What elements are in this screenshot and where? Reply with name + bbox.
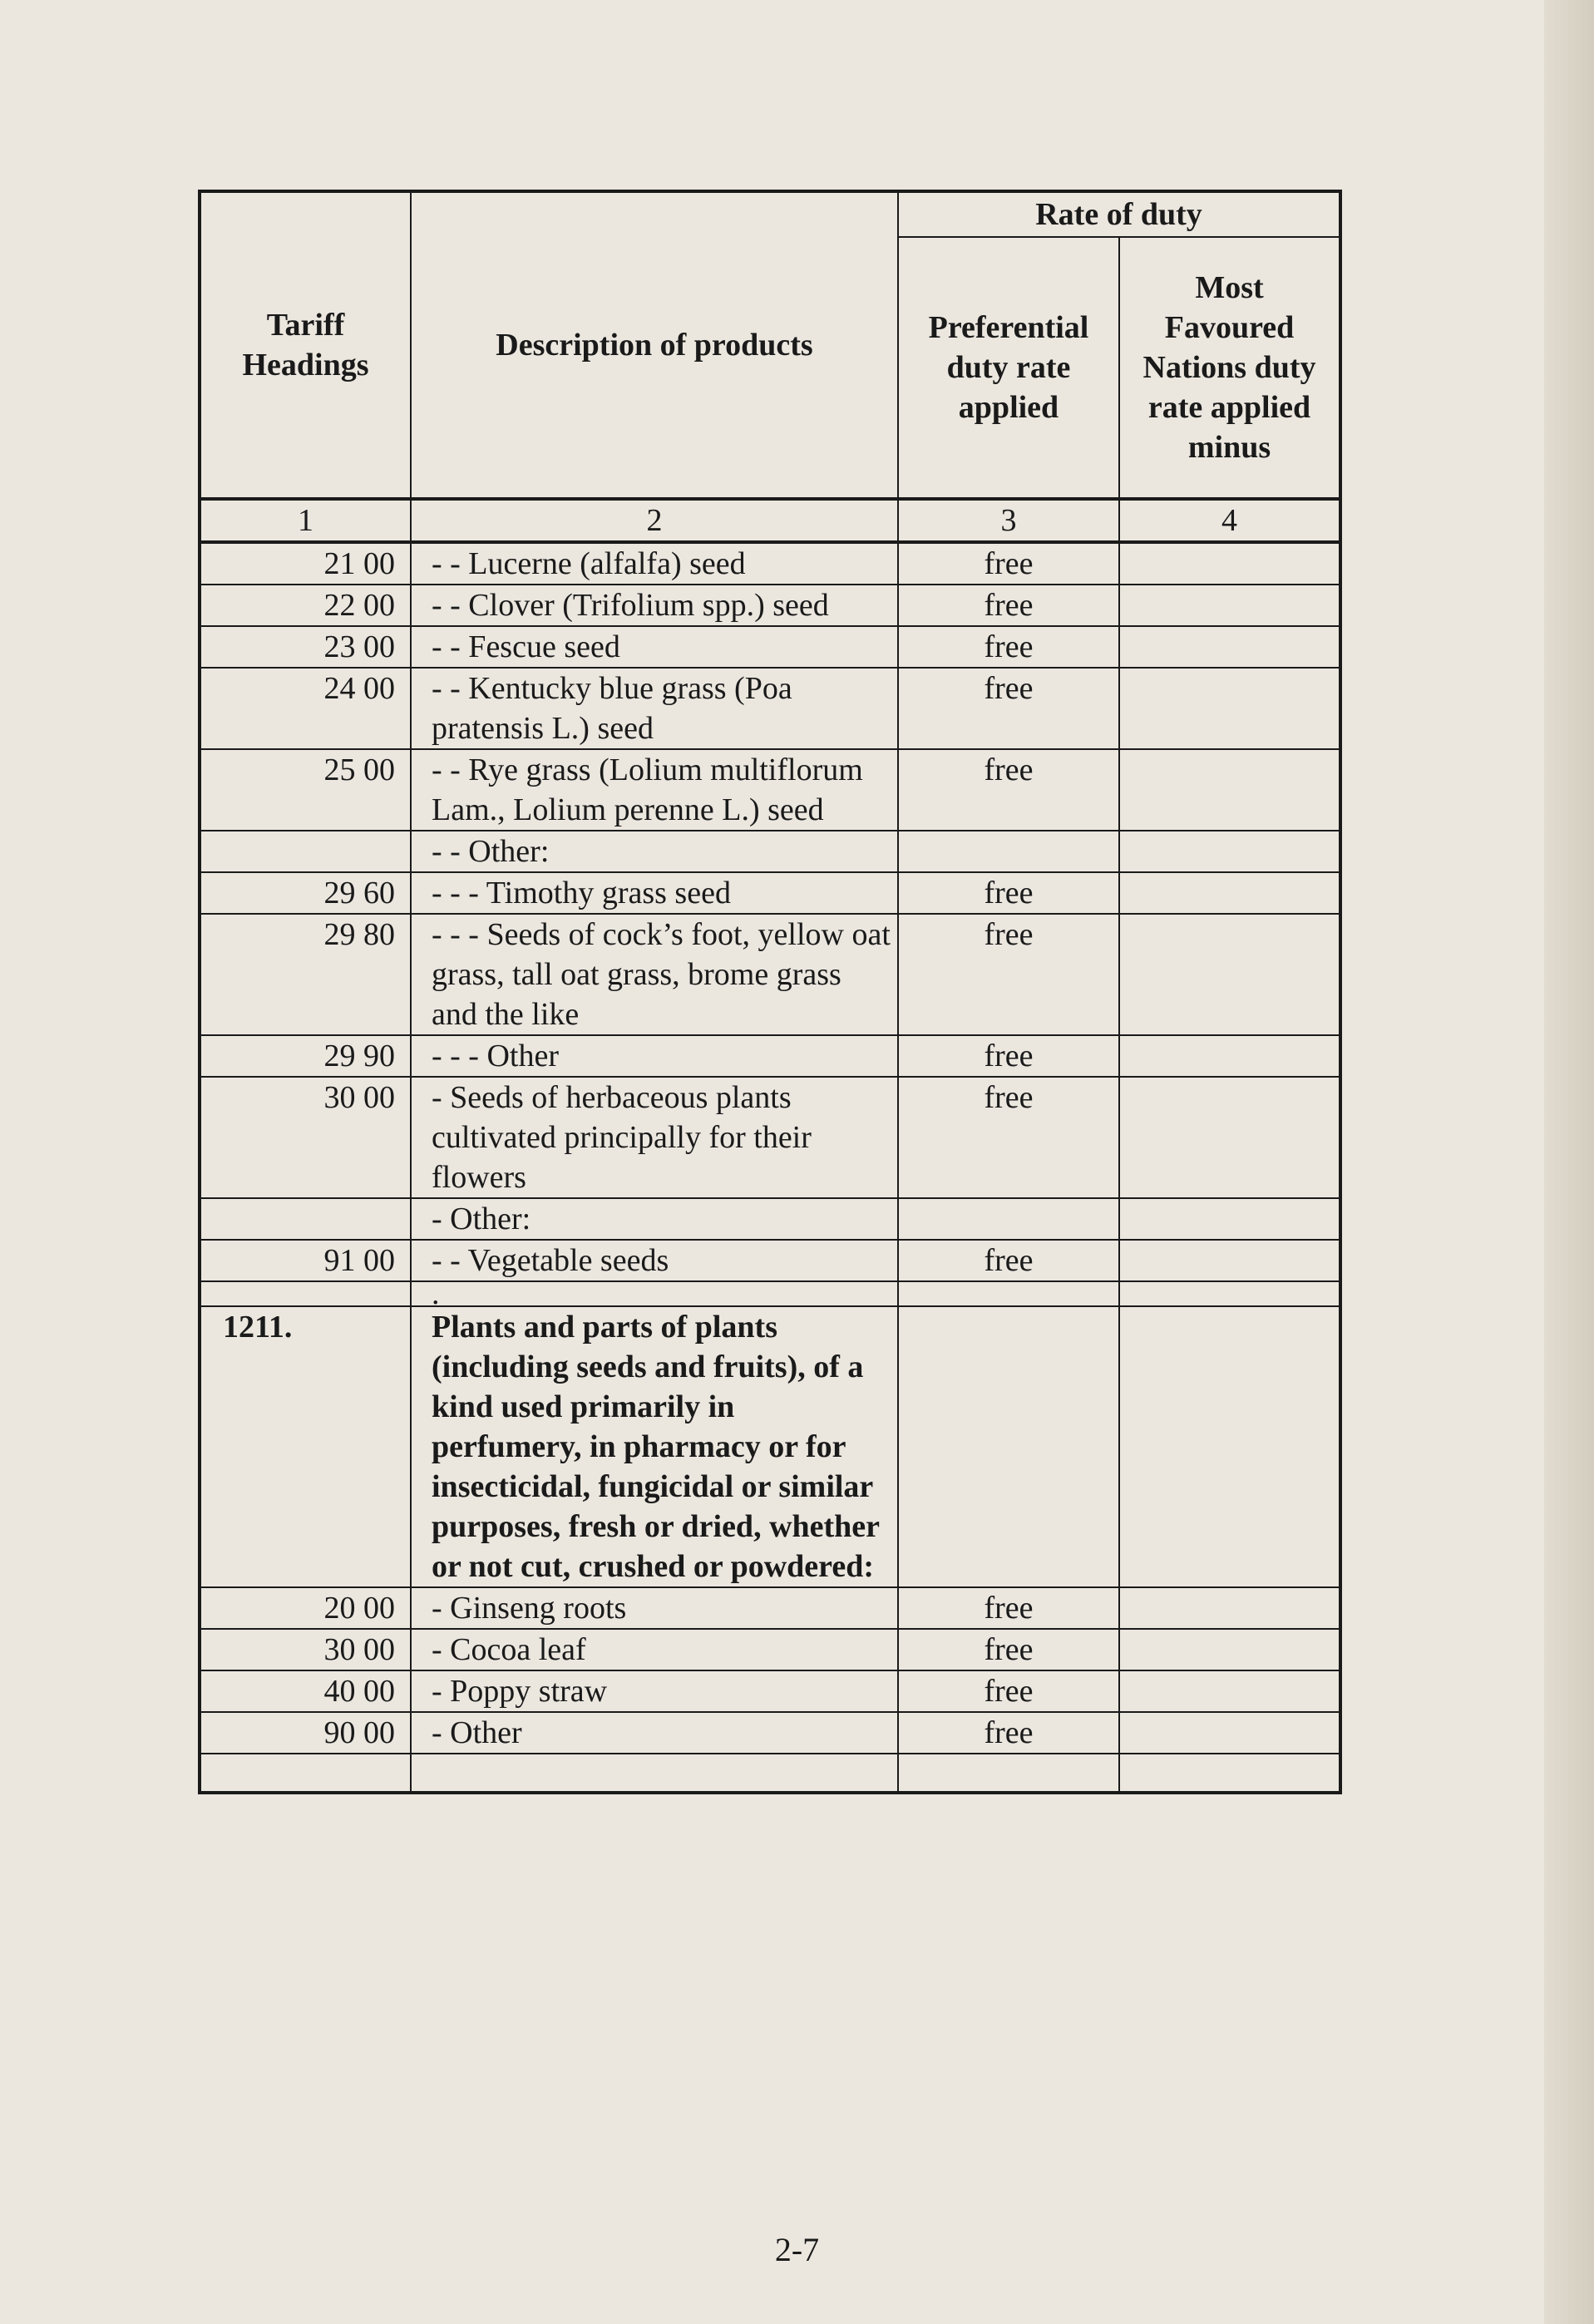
tariff-code: 24 00 <box>200 668 411 749</box>
mfn-rate <box>1119 1306 1340 1587</box>
product-description: - Cocoa leaf <box>411 1629 898 1670</box>
mfn-rate <box>1119 1281 1340 1306</box>
header-rate-of-duty: Rate of duty <box>898 191 1340 237</box>
mfn-rate <box>1119 1240 1340 1281</box>
product-description: - - Fescue seed <box>411 626 898 668</box>
mfn-rate <box>1119 542 1340 585</box>
tariff-code: 40 00 <box>200 1670 411 1712</box>
column-number-row <box>200 499 1340 542</box>
preferential-rate <box>898 831 1119 872</box>
preferential-rate <box>898 1281 1119 1306</box>
tariff-code: 25 00 <box>200 749 411 831</box>
table-row <box>200 1198 1340 1240</box>
mfn-rate <box>1119 585 1340 626</box>
empty-cell <box>898 1754 1119 1793</box>
preferential-rate: free <box>898 668 1119 749</box>
mfn-rate <box>1119 1629 1340 1670</box>
table-row <box>200 542 1340 585</box>
mfn-rate <box>1119 831 1340 872</box>
tariff-table <box>198 190 1342 1794</box>
preferential-rate <box>898 1306 1119 1587</box>
preferential-rate: free <box>898 914 1119 1035</box>
table-row <box>200 1077 1340 1198</box>
preferential-rate: free <box>898 1712 1119 1754</box>
product-description: . <box>411 1281 898 1306</box>
tariff-code <box>200 1281 411 1306</box>
table-row-empty <box>200 1754 1340 1793</box>
empty-cell <box>1119 1754 1340 1793</box>
table-row <box>200 831 1340 872</box>
column-number: 1 <box>200 499 411 542</box>
mfn-rate <box>1119 1670 1340 1712</box>
header-description: Description of products <box>411 191 898 499</box>
column-number: 3 <box>898 499 1119 542</box>
product-description: - - Vegetable seeds <box>411 1240 898 1281</box>
page-edge-shadow <box>1544 0 1594 2324</box>
mfn-rate <box>1119 1712 1340 1754</box>
tariff-code: 29 80 <box>200 914 411 1035</box>
table-row <box>200 914 1340 1035</box>
table-row <box>200 1587 1340 1629</box>
table-row <box>200 1035 1340 1077</box>
table-row <box>200 872 1340 914</box>
empty-cell <box>200 1754 411 1793</box>
product-description: - - - Timothy grass seed <box>411 872 898 914</box>
table-row <box>200 749 1340 831</box>
preferential-rate <box>898 1198 1119 1240</box>
header-row-1 <box>200 191 1340 237</box>
preferential-rate: free <box>898 1629 1119 1670</box>
page-number: 2-7 <box>774 2231 820 2268</box>
preferential-rate: free <box>898 872 1119 914</box>
header-preferential-rate: Preferential duty rate applied <box>898 237 1119 499</box>
product-description: - Other: <box>411 1198 898 1240</box>
product-description: - Other <box>411 1712 898 1754</box>
table-row <box>200 1281 1340 1306</box>
tariff-code: 91 00 <box>200 1240 411 1281</box>
mfn-rate <box>1119 1198 1340 1240</box>
table-row <box>200 668 1340 749</box>
tariff-code: 21 00 <box>200 542 411 585</box>
preferential-rate: free <box>898 585 1119 626</box>
tariff-code <box>200 831 411 872</box>
heading-row-1211 <box>200 1306 1340 1587</box>
mfn-rate <box>1119 914 1340 1035</box>
tariff-code: 29 60 <box>200 872 411 914</box>
tariff-code: 30 00 <box>200 1629 411 1670</box>
tariff-code: 20 00 <box>200 1587 411 1629</box>
header-mfn-rate: Most Favoured Nations duty rate applied minus <box>1119 237 1340 499</box>
heading-description: Plants and parts of plants (including seeds and fruits), of a kind used primarily in perfumery, in pharmacy or for insecticidal, fungicidal or similar purposes, fresh or dried, whether or not cut, crushed or powdered: <box>411 1306 898 1587</box>
column-number: 4 <box>1119 499 1340 542</box>
product-description: - Poppy straw <box>411 1670 898 1712</box>
product-description: - Seeds of herbaceous plants cultivated principally for their flowers <box>411 1077 898 1198</box>
header-tariff-headings: Tariff Headings <box>200 191 411 499</box>
tariff-code: 30 00 <box>200 1077 411 1198</box>
preferential-rate: free <box>898 542 1119 585</box>
product-description: - - Rye grass (Lolium multiflorum Lam., Lolium perenne L.) seed <box>411 749 898 831</box>
product-description: - - - Other <box>411 1035 898 1077</box>
tariff-code: 29 90 <box>200 1035 411 1077</box>
preferential-rate: free <box>898 1077 1119 1198</box>
tariff-code: 22 00 <box>200 585 411 626</box>
product-description: - - - Seeds of cock’s foot, yellow oat grass, tall oat grass, brome grass and the like <box>411 914 898 1035</box>
mfn-rate <box>1119 872 1340 914</box>
preferential-rate: free <box>898 1035 1119 1077</box>
empty-cell <box>411 1754 898 1793</box>
table-row <box>200 1712 1340 1754</box>
tariff-code: 90 00 <box>200 1712 411 1754</box>
preferential-rate: free <box>898 1670 1119 1712</box>
product-description: - - Lucerne (alfalfa) seed <box>411 542 898 585</box>
table-row <box>200 585 1340 626</box>
product-description: - - Kentucky blue grass (Poa pratensis L.) seed <box>411 668 898 749</box>
mfn-rate <box>1119 668 1340 749</box>
tariff-code: 23 00 <box>200 626 411 668</box>
mfn-rate <box>1119 626 1340 668</box>
column-number: 2 <box>411 499 898 542</box>
mfn-rate <box>1119 1077 1340 1198</box>
product-description: - - Other: <box>411 831 898 872</box>
tariff-heading-code: 1211. <box>200 1306 411 1587</box>
mfn-rate <box>1119 1587 1340 1629</box>
tariff-code <box>200 1198 411 1240</box>
preferential-rate: free <box>898 626 1119 668</box>
preferential-rate: free <box>898 1587 1119 1629</box>
product-description: - - Clover (Trifolium spp.) seed <box>411 585 898 626</box>
mfn-rate <box>1119 1035 1340 1077</box>
table-row <box>200 626 1340 668</box>
preferential-rate: free <box>898 1240 1119 1281</box>
table-row <box>200 1670 1340 1712</box>
table-row <box>200 1629 1340 1670</box>
mfn-rate <box>1119 749 1340 831</box>
preferential-rate: free <box>898 749 1119 831</box>
table-row <box>200 1240 1340 1281</box>
product-description: - Ginseng roots <box>411 1587 898 1629</box>
